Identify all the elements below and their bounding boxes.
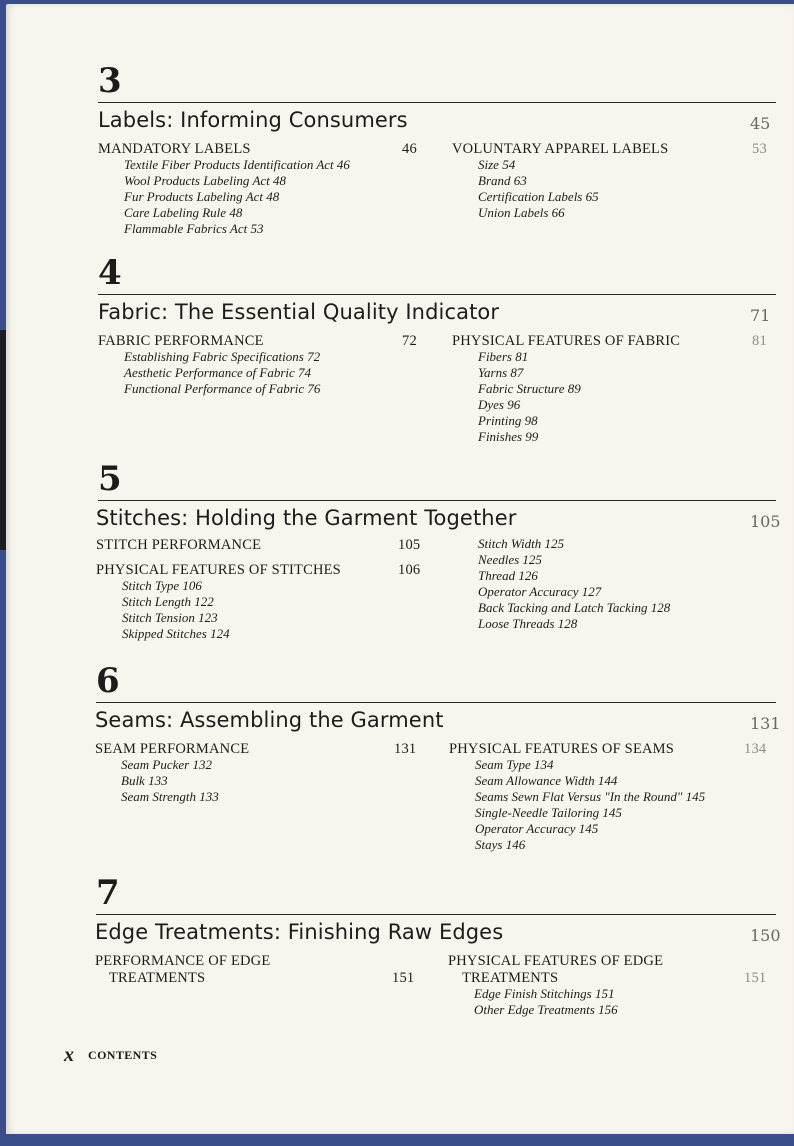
- heading-page-number: 151: [392, 970, 415, 986]
- toc-subentry[interactable]: Operator Accuracy 127: [478, 584, 602, 599]
- heading-page-number: 53: [752, 141, 767, 157]
- toc-subentry[interactable]: Functional Performance of Fabric 76: [124, 381, 321, 396]
- section-heading[interactable]: TREATMENTS: [109, 970, 206, 986]
- section-heading[interactable]: PHYSICAL FEATURES OF EDGE: [448, 953, 664, 969]
- toc-subentry[interactable]: Stitch Length 122: [122, 594, 214, 609]
- toc-subentry[interactable]: Fur Products Labeling Act 48: [124, 189, 280, 204]
- chapter-page-number: 45: [750, 114, 771, 133]
- running-footer-label: CONTENTS: [88, 1048, 158, 1062]
- toc-subentry[interactable]: Stitch Width 125: [478, 536, 564, 551]
- chapter-number: 6: [96, 661, 120, 701]
- toc-subentry[interactable]: Thread 126: [478, 568, 538, 583]
- heading-page-number: 105: [398, 537, 421, 553]
- toc-subentry[interactable]: Seam Allowance Width 144: [475, 773, 618, 788]
- chapter-title[interactable]: Fabric: The Essential Quality Indicator: [98, 300, 500, 324]
- toc-subentry[interactable]: Seam Pucker 132: [121, 757, 212, 772]
- toc-subentry[interactable]: Other Edge Treatments 156: [474, 1002, 618, 1017]
- page-number-roman: x: [64, 1044, 74, 1066]
- toc-subentry[interactable]: Stitch Type 106: [122, 578, 202, 593]
- heading-page-number: 46: [402, 141, 417, 157]
- toc-subentry[interactable]: Fibers 81: [478, 349, 529, 364]
- toc-subentry[interactable]: Flammable Fabrics Act 53: [124, 221, 264, 236]
- toc-subentry[interactable]: Wool Products Labeling Act 48: [124, 173, 287, 188]
- section-heading[interactable]: FABRIC PERFORMANCE: [98, 333, 264, 349]
- heading-page-number: 134: [744, 741, 767, 757]
- section-heading[interactable]: SEAM PERFORMANCE: [95, 741, 250, 757]
- toc-subentry[interactable]: Needles 125: [478, 552, 542, 567]
- chapter-title[interactable]: Stitches: Holding the Garment Together: [96, 506, 517, 530]
- heading-page-number: 151: [744, 970, 767, 986]
- contents-page: [6, 4, 794, 1134]
- chapter-entries: [6, 332, 794, 452]
- toc-subentry[interactable]: Fabric Structure 89: [478, 381, 581, 396]
- toc-subentry[interactable]: Establishing Fabric Specifications 72: [124, 349, 321, 364]
- chapter-number: 3: [98, 61, 122, 101]
- chapter-number: 7: [96, 873, 120, 913]
- section-heading[interactable]: MANDATORY LABELS: [98, 141, 251, 157]
- toc-subentry[interactable]: Yarns 87: [478, 365, 524, 380]
- toc-subentry[interactable]: Seam Strength 133: [121, 789, 219, 804]
- toc-subentry[interactable]: Operator Accuracy 145: [475, 821, 599, 836]
- chapter-entries: [6, 140, 794, 260]
- chapter-rule: [98, 294, 776, 295]
- toc-subentry[interactable]: Bulk 133: [121, 773, 168, 788]
- toc-subentry[interactable]: Printing 98: [478, 413, 538, 428]
- chapter-title[interactable]: Edge Treatments: Finishing Raw Edges: [95, 920, 504, 944]
- toc-subentry[interactable]: Seam Type 134: [475, 757, 554, 772]
- chapter-page-number: 71: [750, 306, 771, 325]
- chapter-number: 4: [98, 253, 122, 293]
- toc-subentry[interactable]: Union Labels 66: [478, 205, 565, 220]
- chapter-title[interactable]: Seams: Assembling the Garment: [95, 708, 444, 732]
- toc-subentry[interactable]: Stitch Tension 123: [122, 610, 218, 625]
- toc-subentry[interactable]: Textile Fiber Products Identification Act 46: [124, 157, 350, 172]
- chapter-page-number: 105: [750, 512, 781, 531]
- section-heading[interactable]: STITCH PERFORMANCE: [96, 537, 262, 553]
- chapter-rule: [98, 102, 776, 103]
- chapter-page-number: 150: [750, 926, 781, 945]
- chapter-rule: [96, 914, 776, 915]
- chapter-entries: [6, 536, 794, 656]
- toc-subentry[interactable]: Dyes 96: [478, 397, 521, 412]
- section-heading[interactable]: PHYSICAL FEATURES OF SEAMS: [449, 741, 675, 757]
- chapter-section: [6, 459, 794, 662]
- toc-subentry[interactable]: Finishes 99: [478, 429, 539, 444]
- chapter-section: [6, 61, 794, 264]
- chapter-title[interactable]: Labels: Informing Consumers: [98, 108, 408, 132]
- section-heading[interactable]: PHYSICAL FEATURES OF STITCHES: [96, 562, 341, 578]
- section-heading[interactable]: PERFORMANCE OF EDGE: [95, 953, 271, 969]
- chapter-rule: [96, 702, 776, 703]
- chapter-number: 5: [98, 459, 122, 499]
- chapter-rule: [98, 500, 776, 501]
- toc-subentry[interactable]: Skipped Stitches 124: [122, 626, 230, 641]
- toc-subentry[interactable]: Certification Labels 65: [478, 189, 599, 204]
- heading-page-number: 81: [752, 333, 767, 349]
- toc-subentry[interactable]: Seams Sewn Flat Versus "In the Round" 145: [475, 789, 706, 804]
- heading-page-number: 131: [394, 741, 417, 757]
- toc-subentry[interactable]: Single-Needle Tailoring 145: [475, 805, 622, 820]
- heading-page-number: 106: [398, 562, 421, 578]
- toc-subentry[interactable]: Edge Finish Stitchings 151: [474, 986, 615, 1001]
- toc-subentry[interactable]: Stays 146: [475, 837, 526, 852]
- chapter-section: [6, 661, 794, 864]
- heading-page-number: 72: [402, 333, 417, 349]
- toc-subentry[interactable]: Care Labeling Rule 48: [124, 205, 243, 220]
- section-heading[interactable]: VOLUNTARY APPAREL LABELS: [452, 141, 669, 157]
- chapter-page-number: 131: [750, 714, 781, 733]
- toc-subentry[interactable]: Back Tacking and Latch Tacking 128: [478, 600, 671, 615]
- toc-subentry[interactable]: Size 54: [478, 157, 516, 172]
- toc-subentry[interactable]: Aesthetic Performance of Fabric 74: [124, 365, 312, 380]
- toc-subentry[interactable]: Brand 63: [478, 173, 527, 188]
- section-heading[interactable]: PHYSICAL FEATURES OF FABRIC: [452, 333, 681, 349]
- toc-subentry[interactable]: Loose Threads 128: [478, 616, 578, 631]
- chapter-entries: [6, 740, 794, 860]
- page-footer: [64, 1044, 157, 1067]
- chapter-section: [6, 253, 794, 456]
- section-heading[interactable]: TREATMENTS: [462, 970, 559, 986]
